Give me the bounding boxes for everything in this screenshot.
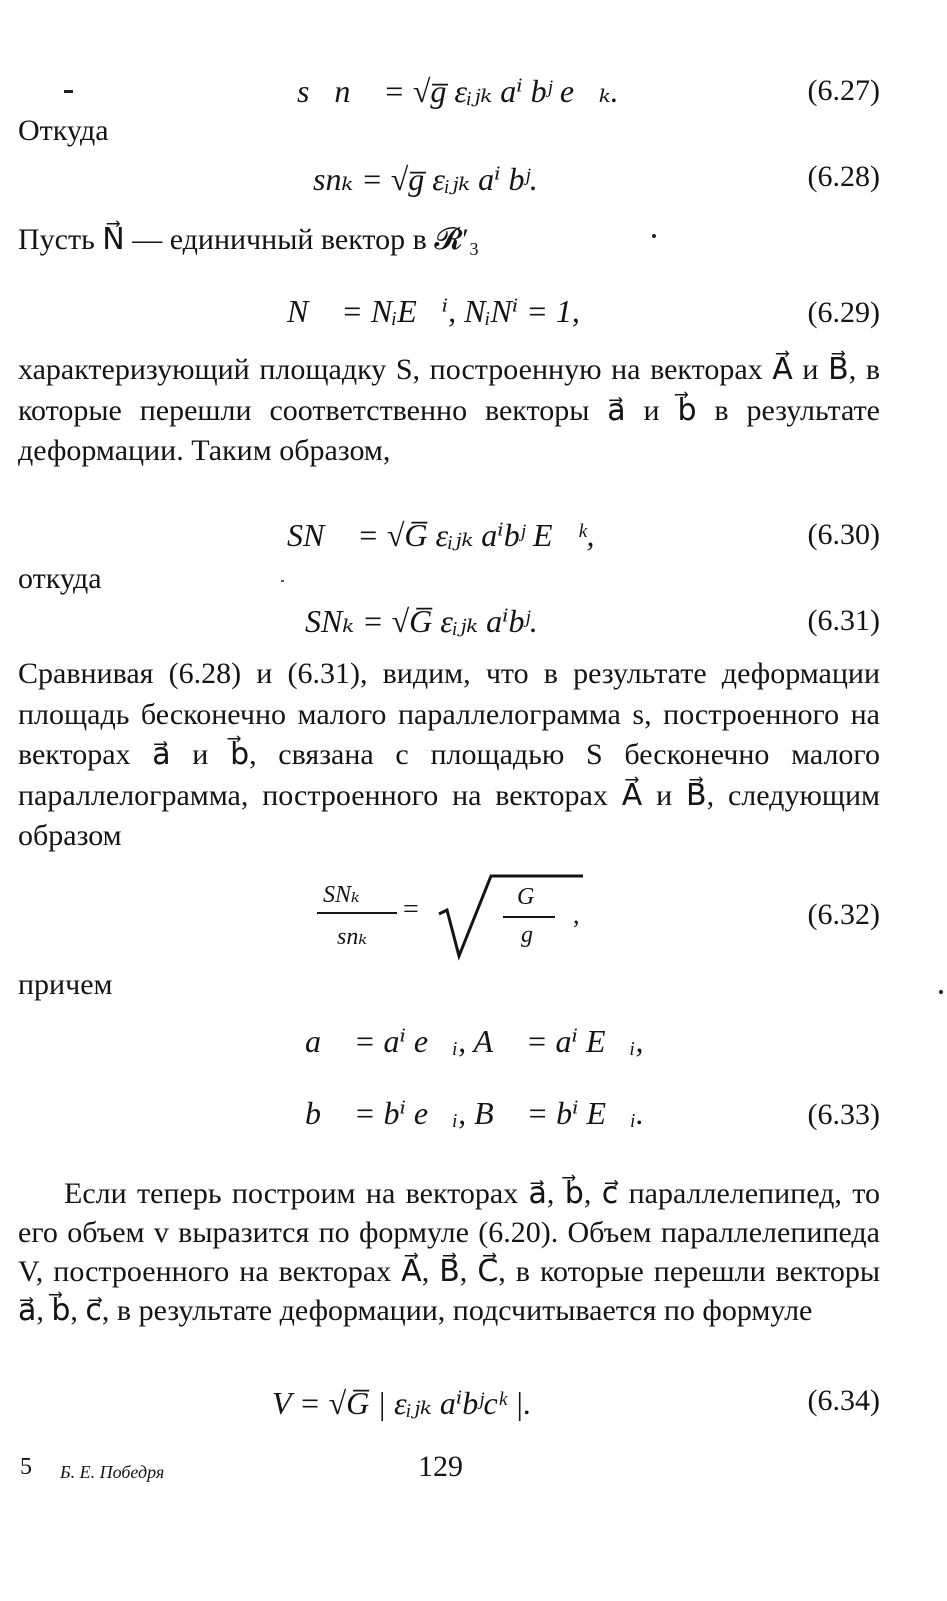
word-otkuda-lower: откуда: [18, 562, 102, 595]
fraction-denominator: snₖ: [337, 924, 368, 950]
equation-6-32: [315, 870, 595, 960]
equation-6-29: N⃗ = NᵢE⃗ⁱ, NᵢNⁱ = 1,: [287, 293, 580, 329]
equation-6-31: SNₖ = √G̅ εᵢⱼₖ aⁱbʲ.: [305, 603, 538, 639]
equation-number-6-27: (6.27): [807, 74, 880, 107]
equation-number-6-32: (6.32): [807, 898, 880, 931]
signature-mark: 5: [20, 1454, 32, 1480]
fraction-bar: [317, 912, 397, 914]
equation-6-28: snₖ = √g̅ εᵢⱼₖ aⁱ bʲ.: [313, 161, 538, 197]
equation-number-6-29: (6.29): [807, 296, 880, 329]
equation-number-6-30: (6.30): [807, 518, 880, 551]
word-otkuda: Откуда: [18, 114, 109, 147]
print-mark-dot: [652, 234, 656, 238]
footer-author: Б. Е. Победря: [60, 1462, 165, 1482]
radical-numerator: G: [517, 884, 535, 910]
page-number: 129: [418, 1450, 463, 1483]
word-prichem: причем: [18, 968, 113, 1001]
radical-fraction-bar: [503, 916, 555, 918]
print-mark-dash: [64, 90, 73, 93]
radical-denominator: g: [521, 922, 533, 948]
equation-6-33-line2: b⃗ = bⁱ e⃗ᵢ, B⃗ = bⁱ E⃗ᵢ.: [305, 1095, 645, 1131]
equals-sign: =: [403, 894, 419, 925]
sentence-pust: Пусть N⃗ — единичный вектор в 𝓡′₃: [18, 223, 480, 256]
fraction-numerator: SNₖ: [323, 882, 360, 908]
equation-number-6-34: (6.34): [807, 1384, 880, 1417]
equation-6-30: SN⃗ = √G̅ εᵢⱼₖ aⁱbʲ E⃗ᵏ,: [287, 517, 595, 553]
equation-number-6-33: (6.33): [807, 1098, 880, 1131]
equation-6-33-line1: a⃗ = aⁱ e⃗ᵢ, A⃗ = aⁱ E⃗ᵢ,: [305, 1023, 644, 1059]
equation-6-34: V = √G̅ | εᵢⱼₖ aⁱbʲcᵏ |.: [272, 1385, 532, 1421]
paragraph-comparison: Сравнивая (6.28) и (6.31), видим, что в результате деформации площадь бесконечно малого параллелограмма s, построенного на векторах a⃗ и b⃗, связана с площадью S бесконечно малого параллелограмма, построенного на векторах A⃗ и B⃗, следующим образом: [18, 657, 880, 852]
paragraph-area-definition: характеризующий площадку S, построенную на векторах A⃗ и B⃗, в которые перешли соответственно векторы a⃗ и b⃗ в результате деформации. Таким образом,: [18, 353, 880, 467]
paragraph-volume: Если теперь построим на векторах a⃗, b⃗, c⃗ параллелепипед, то его объем v выразится по формуле (6.20). Объем параллелепипеда V, построенного на векторах A⃗, B⃗, C⃗, в которые перешли векторы a⃗, b⃗, c⃗, в результате деформации, подсчитывается по формуле: [18, 1177, 880, 1327]
equation-6-27: s⃗n⃗ = √g̅ εᵢⱼₖ aⁱ bʲ e⃗ₖ.: [297, 73, 619, 109]
print-mark-dot: [939, 990, 943, 994]
equation-number-6-28: (6.28): [807, 160, 880, 193]
comma: ,: [573, 900, 580, 929]
equation-number-6-31: (6.31): [807, 604, 880, 637]
print-mark-speck: [281, 580, 284, 582]
